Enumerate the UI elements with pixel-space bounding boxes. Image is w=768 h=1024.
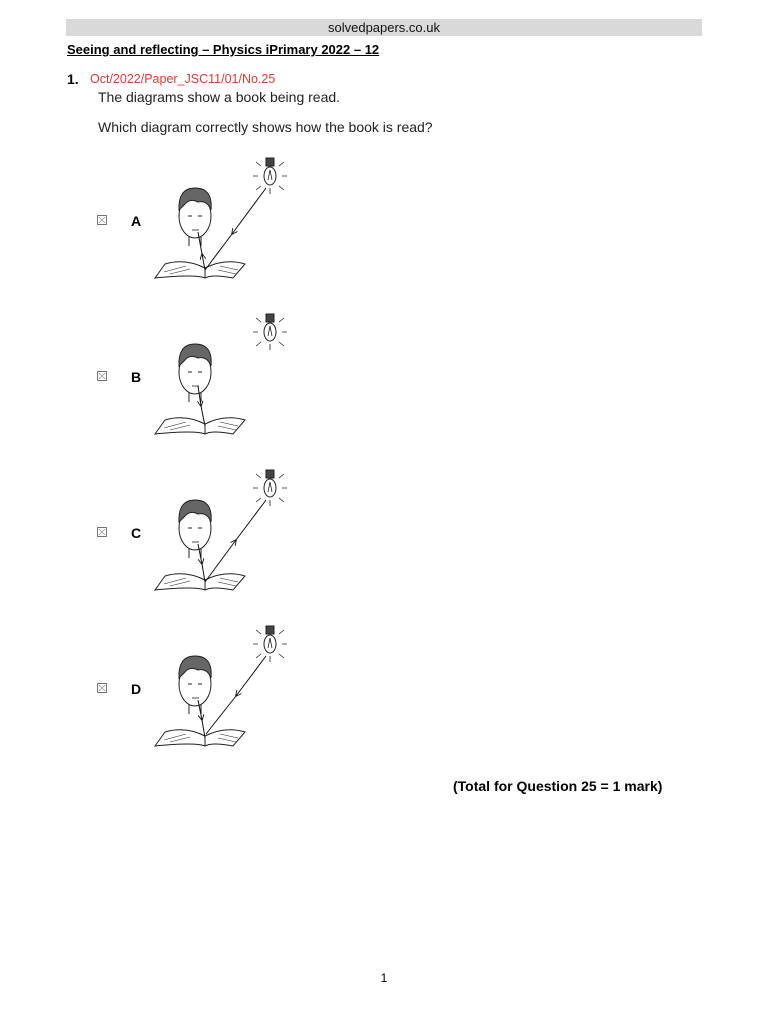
option-c-checkbox[interactable] bbox=[97, 527, 107, 537]
bulb-icon bbox=[253, 158, 287, 194]
question-prompt: Which diagram correctly shows how the book is read? bbox=[98, 119, 433, 135]
open-book-icon bbox=[155, 262, 245, 278]
option-d-checkbox[interactable] bbox=[97, 683, 107, 693]
checkbox-cross-icon bbox=[98, 216, 106, 224]
option-c-letter: C bbox=[131, 525, 142, 541]
option-b-diagram bbox=[150, 306, 300, 446]
checkbox-cross-icon bbox=[98, 684, 106, 692]
bulb-icon bbox=[253, 470, 287, 506]
site-banner: solvedpapers.co.uk bbox=[66, 19, 702, 36]
option-b-letter: B bbox=[131, 369, 142, 385]
option-d-diagram bbox=[150, 618, 300, 758]
page-number: 1 bbox=[380, 971, 388, 985]
option-a-diagram bbox=[150, 150, 300, 290]
question-reference: Oct/2022/Paper_JSC11/01/No.25 bbox=[90, 72, 276, 86]
person-head-icon bbox=[179, 500, 211, 558]
open-book-icon bbox=[155, 730, 245, 746]
question-number: 1. bbox=[67, 71, 79, 87]
person-head-icon bbox=[179, 188, 211, 246]
bulb-icon bbox=[253, 626, 287, 662]
open-book-icon bbox=[155, 574, 245, 590]
option-b-checkbox[interactable] bbox=[97, 371, 107, 381]
option-a-checkbox[interactable] bbox=[97, 215, 107, 225]
bulb-icon bbox=[253, 314, 287, 350]
person-head-icon bbox=[179, 656, 211, 714]
option-c-diagram bbox=[150, 462, 300, 602]
person-head-icon bbox=[179, 344, 211, 402]
checkbox-cross-icon bbox=[98, 372, 106, 380]
open-book-icon bbox=[155, 418, 245, 434]
option-d-letter: D bbox=[131, 681, 142, 697]
question-total: (Total for Question 25 = 1 mark) bbox=[453, 778, 663, 794]
question-stem: The diagrams show a book being read. bbox=[98, 89, 341, 105]
section-title: Seeing and reflecting – Physics iPrimary 2022 – 12 bbox=[67, 42, 380, 57]
option-a-letter: A bbox=[131, 213, 142, 229]
checkbox-cross-icon bbox=[98, 528, 106, 536]
